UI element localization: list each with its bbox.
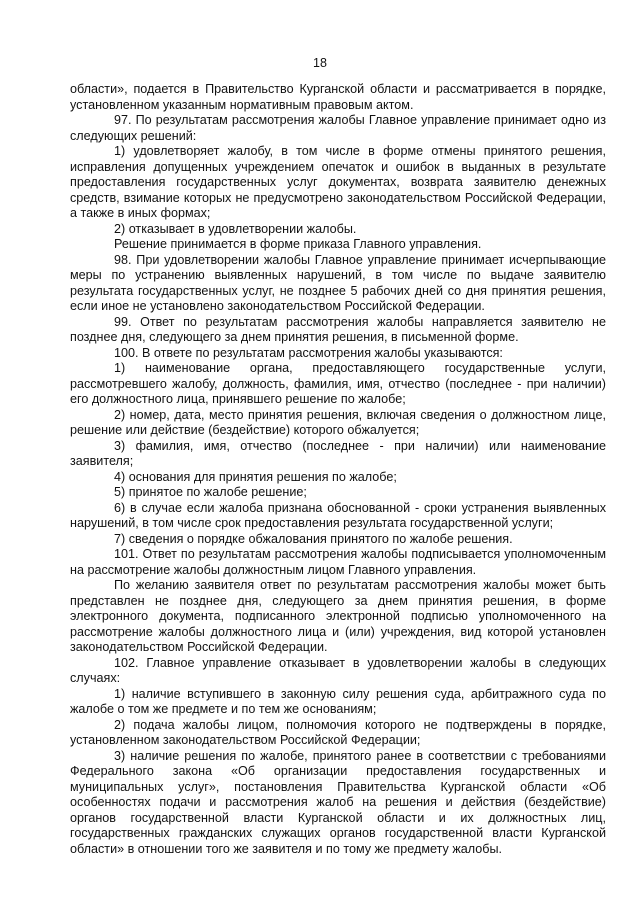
paragraph: 1) наличие вступившего в законную силу решения суда, арбитражного суда по жалобе о том же предмете и по тем же основаниям;	[70, 686, 606, 716]
paragraph: 99. Ответ по результатам рассмотрения жалобы направляется заявителю не позднее дня, следующего за днем принятия решения, в письменной форме.	[70, 314, 606, 344]
paragraph: 2) подача жалобы лицом, полномочия которого не подтверждены в порядке, установленном законодательством Российской Федерации;	[70, 717, 606, 747]
paragraph: 5) принятое по жалобе решение;	[114, 485, 307, 499]
paragraph: Решение принимается в форме приказа Главного управления.	[114, 237, 482, 251]
paragraph: 98. При удовлетворении жалобы Главное управление принимает исчерпывающие меры по устранению выявленных нарушений, в том числе по выдаче заявителю результата государственных услуг, не позднее 5 рабочих дней со дня принятия решения, если иное не установлено законодательством Российской Федерации.	[70, 252, 606, 313]
paragraph: 101. Ответ по результатам рассмотрения жалобы подписывается уполномоченным на рассмотрение жалобы должностным лицом Главного управления.	[70, 547, 606, 577]
paragraph: 4) основания для принятия решения по жалобе;	[114, 469, 397, 484]
paragraph: 102. Главное управление отказывает в удовлетворении жалобы в следующих случаях:	[70, 655, 606, 685]
paragraph: 7) сведения о порядке обжалования принятого по жалобе решения.	[114, 531, 513, 546]
page-number: 18	[313, 56, 327, 70]
paragraph: области», подается в Правительство Курганской области и рассматривается в порядке, установленном указанным нормативным правовым актом.	[70, 82, 606, 112]
document-body	[70, 82, 606, 857]
paragraph: 3) наличие решения по жалобе, принятого ранее в соответствии с требованиями Федерального закона «Об организации предоставления государственных и муниципальных услуг», постановления Правительства Курганской области «Об особенностях подачи и рассмотрения жалоб на решения и действия (бездействие) органов государственной власти Курганской области и их должностных лиц, государственных гражданских служащих органов государственной власти Курганской области» в отношении того же заявителя и по тому же предмету жалобы.	[70, 748, 606, 856]
paragraph: 100. В ответе по результатам рассмотрения жалобы указываются:	[114, 345, 503, 360]
paragraph: 1) удовлетворяет жалобу, в том числе в форме отмены принятого решения, исправления допущенных учреждением опечаток и ошибок в выданных в результате предоставления государственных услуг документах, возврата заявителю денежных средств, взимание которых не предусмотрено законодательством Российской Федерации, а также в иных формах;	[70, 144, 606, 220]
paragraph: 2) отказывает в удовлетворении жалобы.	[114, 221, 357, 236]
paragraph: 2) номер, дата, место принятия решения, включая сведения о должностном лице, решение или действие (бездействие) которого обжалуется;	[70, 407, 606, 437]
paragraph: 1) наименование органа, предоставляющего государственные услуги, рассмотревшего жалобу, должность, фамилия, имя, отчество (последнее - при наличии) его должностного лица, принявшего решение по жалобе;	[70, 361, 606, 406]
paragraph: 6) в случае если жалоба признана обоснованной - сроки устранения выявленных нарушений, в том числе срок предоставления результата государственной услуги;	[70, 500, 606, 530]
paragraph: 97. По результатам рассмотрения жалобы Главное управление принимает одно из следующих решений:	[70, 113, 606, 143]
paragraph: По желанию заявителя ответ по результатам рассмотрения жалобы может быть представлен не позднее дня, следующего за днем принятия решения, в форме электронного документа, подписанного электронной подписью уполномоченного на рассмотрение жалобы должностного лица и (или) учреждения, вид которой установлен законодательством Российской Федерации.	[70, 578, 606, 654]
paragraph: 3) фамилия, имя, отчество (последнее - при наличии) или наименование заявителя;	[70, 438, 606, 468]
